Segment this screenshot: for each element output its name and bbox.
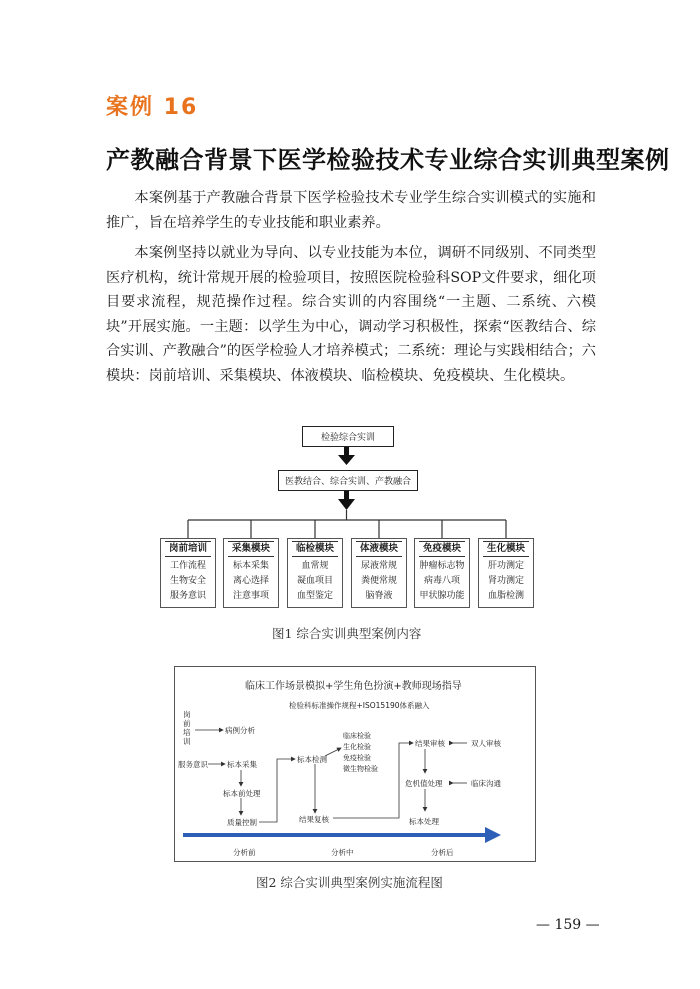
module-item: 服务意识 — [169, 591, 206, 601]
module-item: 甲状腺功能 — [419, 591, 465, 601]
page-title: 产教融合背景下医学检验技术专业综合实训典型案例 — [106, 146, 670, 174]
module-item: 工作流程 — [169, 561, 206, 571]
fig2-test: 临床检验 — [343, 732, 371, 740]
fig2-header: 临床工作场景模拟+学生角色扮演+教师现场指导 — [245, 681, 462, 692]
fig2-critical-value: 危机值处理 — [405, 779, 443, 788]
module-item: 尿液常规 — [360, 561, 397, 571]
fig2-test: 生化检验 — [343, 743, 371, 751]
fig2-service: 服务意识 — [178, 760, 208, 769]
module-clinical — [287, 538, 343, 608]
module-item: 血型鉴定 — [296, 591, 333, 601]
module-item: 肿瘤标志物 — [419, 561, 465, 571]
fig2-subheader: 检验科标准操作规程+ISO15190体系融入 — [289, 701, 430, 710]
fig2-quality-control: 质量控制 — [227, 818, 257, 827]
fig2-pre-processing: 标本前处理 — [223, 789, 261, 798]
case-label: 案例 16 — [106, 95, 199, 120]
module-item: 肾功测定 — [487, 576, 524, 586]
figure-1-caption: 图1 综合实训典型案例内容 — [272, 626, 422, 641]
figure-2-flowchart — [174, 666, 536, 862]
fig2-sample-collection: 标本采集 — [227, 760, 257, 769]
fig1-top-box: 检验综合实训 — [302, 426, 394, 447]
fig2-result-review: 结果复核 — [299, 815, 329, 824]
fig2-phase-post: 分析后 — [431, 848, 454, 857]
fig1-middle-box: 医教结合、综合实训、产教融合 — [278, 470, 418, 491]
module-item: 标本采集 — [232, 561, 269, 571]
module-title: 岗前培训 — [165, 541, 211, 557]
module-item: 注意事项 — [232, 591, 269, 601]
module-title: 临检模块 — [292, 541, 338, 557]
module-item: 离心选择 — [232, 576, 269, 586]
page-number: — 159 — — [536, 917, 600, 933]
fig2-test: 免疫检验 — [343, 754, 371, 762]
figure-2-caption: 图2 综合实训典型案例实施流程图 — [256, 875, 443, 890]
module-immunology — [414, 538, 470, 608]
module-item: 肝功测定 — [487, 561, 524, 571]
fig2-phase-pre: 分析前 — [233, 848, 256, 857]
module-item: 粪便常规 — [360, 576, 397, 586]
fig2-result-audit: 结果审核 — [415, 739, 445, 748]
figure-1-diagram — [160, 422, 540, 617]
module-collection — [223, 538, 279, 608]
module-title: 生化模块 — [483, 541, 529, 557]
fig2-clinical-comm: 临床沟通 — [471, 779, 501, 788]
fig2-case-analysis: 病例分析 — [225, 726, 255, 735]
module-biochemistry — [478, 538, 534, 608]
module-item: 生物安全 — [169, 576, 206, 586]
module-item: 凝血项目 — [296, 576, 333, 586]
fig2-pre-training: 岗前培训 — [183, 710, 191, 746]
fig2-sample-testing: 标本检测 — [297, 755, 327, 764]
module-item: 血常规 — [301, 561, 329, 571]
module-item: 病毒八项 — [423, 576, 460, 586]
module-item: 脑脊液 — [365, 591, 393, 601]
module-title: 体液模块 — [356, 541, 402, 557]
fig2-double-audit: 双人审核 — [471, 739, 501, 748]
fig2-sample-disposal: 标本处理 — [409, 817, 439, 826]
module-body-fluid — [351, 538, 407, 608]
module-item: 血脂检测 — [487, 591, 524, 601]
paragraph-2: 本案例坚持以就业为导向、以专业技能为本位，调研不同级别、不同类型医疗机构，统计常规开展的检验项目，按照医院检验科SOP文件要求，细化项目要求流程，规范操作过程。综合实训的内容围绕“一主题、二系统、六模块”开展实施。一主题：以学生为中心，调动学习积极性，探索“医教结合、综合实训、产教融合”的医学检验人才培养模式；二系统：理论与实践相结合；六模块：岗前培训、采集模块、体液模块、临检模块、免疫模块、生化模块。 — [106, 245, 596, 384]
module-title: 免疫模块 — [419, 541, 465, 557]
module-title: 采集模块 — [228, 541, 274, 557]
paragraph-1: 本案例基于产教融合背景下医学检验技术专业学生综合实训模式的实施和推广，旨在培养学生的专业技能和职业素养。 — [106, 190, 596, 231]
fig2-test: 微生物检验 — [343, 765, 378, 773]
module-pre-training — [160, 538, 216, 608]
fig2-phase-mid: 分析中 — [331, 848, 354, 857]
